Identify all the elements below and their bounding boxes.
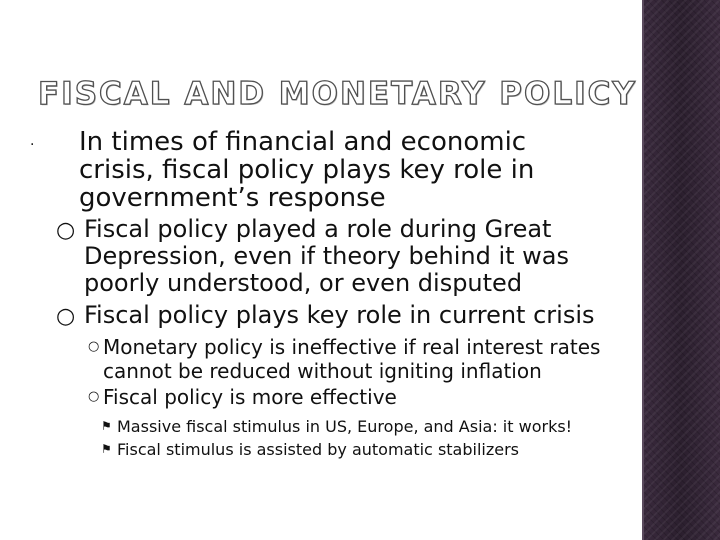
- small-dot-icon: ·: [30, 137, 35, 153]
- bullet-text: Monetary policy is ineffective if real interest rates cannot be reduced without igniting inflation: [103, 335, 601, 383]
- bullet-level2: [0, 216, 644, 297]
- bullet-level3: [0, 335, 643, 383]
- bullet-level4: [0, 438, 637, 461]
- bullet-text: Fiscal policy is more effective: [103, 385, 397, 409]
- slide-title: FISCAL AND MONETARY POLICY: [38, 76, 637, 112]
- hollow-circle-small-icon: ○: [88, 389, 100, 404]
- hollow-circle-icon: ○: [56, 304, 76, 329]
- bullet-text: Fiscal stimulus is assisted by automatic stabilizers: [117, 440, 519, 459]
- bullet-text: Fiscal policy played a role during Great Depression, even if theory behind it was poorly understood, or even disputed: [84, 215, 570, 297]
- bullet-level2: [0, 302, 644, 329]
- hollow-circle-small-icon: ○: [88, 339, 100, 354]
- slide-body: [0, 128, 640, 461]
- flag-icon: ⚑: [101, 419, 112, 433]
- bullet-text: Fiscal policy plays key role in current crisis: [84, 301, 595, 329]
- decorative-sidebar: [642, 0, 720, 540]
- bullet-level1: [0, 128, 599, 212]
- hollow-circle-icon: ○: [56, 218, 76, 243]
- flag-icon: ⚑: [101, 442, 112, 456]
- bullet-level4: [0, 415, 637, 438]
- bullet-level3: [0, 385, 643, 409]
- bullet-text: In times of financial and economic crisis, fiscal policy plays key role in government’s response: [79, 127, 535, 213]
- bullet-text: Massive fiscal stimulus in US, Europe, and Asia: it works!: [117, 417, 573, 436]
